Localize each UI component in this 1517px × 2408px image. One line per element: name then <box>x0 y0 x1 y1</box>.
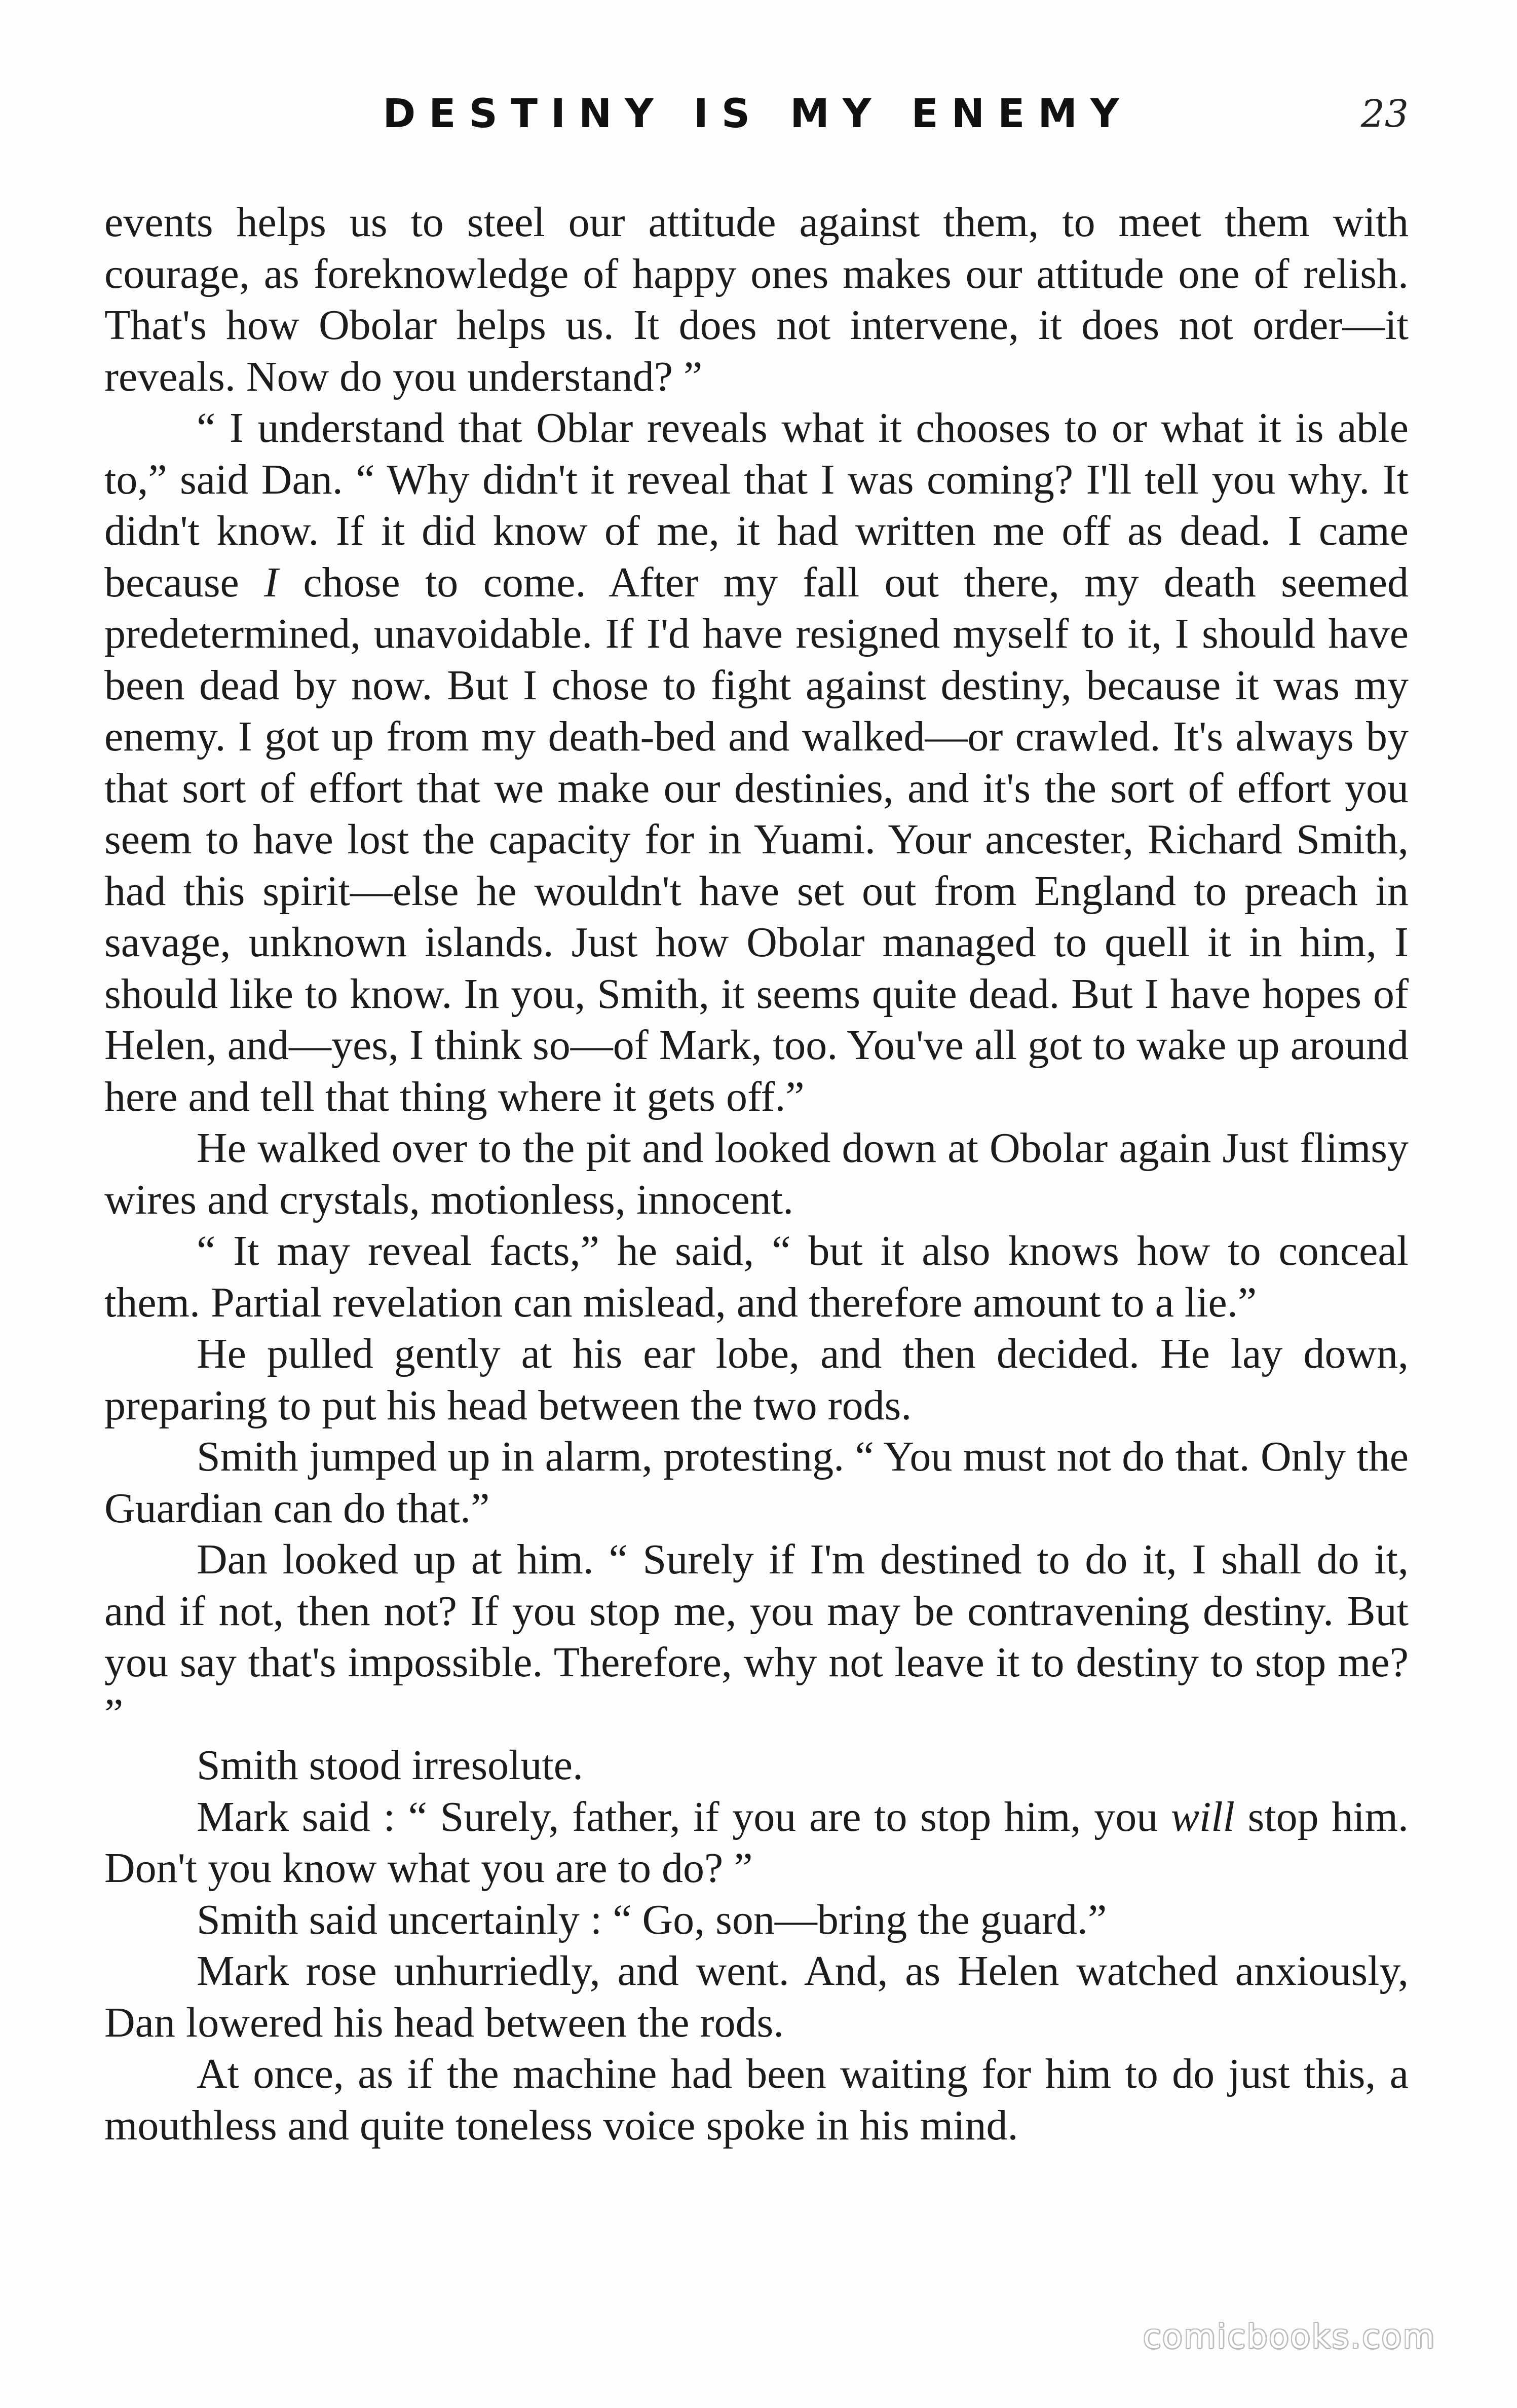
paragraph-1 <box>104 197 1409 402</box>
paragraph-text: At once, as if the machine had been waiting for him to do just this, a mouthless and quite toneless voice spoke in his mind. <box>104 2050 1409 2149</box>
paragraph-10 <box>104 1894 1409 1946</box>
paragraph-3 <box>104 1122 1409 1225</box>
body-text <box>104 197 1409 2151</box>
paragraph-5 <box>104 1328 1409 1431</box>
paragraph-7 <box>104 1534 1409 1740</box>
paragraph-9 <box>104 1791 1409 1894</box>
paragraph-text: Smith said uncertainly : “ Go, son—bring the guard.” <box>197 1896 1107 1943</box>
paragraph-text: chose to come. After my fall out there, my death seemed predetermined, unavoidable. If I'd have resigned myself to it, I should have been dead by now. But I chose to fight against destiny, because it was my enemy. I got up from my death-bed and walked—or crawled. It's always by that sort of effort that we make our destinies, and it's the sort of effort you seem to have lost the capacity for in Yuami. Your ancester, Richard Smith, had this spirit—else he wouldn't have set out from England to preach in savage, unknown islands. Just how Obolar managed to quell it in him, I should like to know. In you, Smith, it seems quite dead. But I have hopes of Helen, and—yes, I think so—of Mark, too. You've all got to wake up around here and tell that thing where it gets off.” <box>104 558 1409 1120</box>
paragraph-12 <box>104 2048 1409 2151</box>
paragraph-11 <box>104 1945 1409 2048</box>
paragraph-6 <box>104 1431 1409 1534</box>
italic-emphasis: will <box>1170 1793 1235 1840</box>
paragraph-text: Dan looked up at him. “ Surely if I'm destined to do it, I shall do it, and if not, then not? If you stop me, you may be contravening destiny. But you say that's impossible. Therefore, why not leave it to destiny to stop me? ” <box>104 1536 1409 1738</box>
paragraph-text: He pulled gently at his ear lobe, and then decided. He lay down, preparing to put his head between the two rods. <box>104 1330 1409 1429</box>
watermark-text: comicbooks.com <box>1143 2318 1436 2356</box>
paragraph-4 <box>104 1225 1409 1328</box>
paragraph-text: Mark said : “ Surely, father, if you are to stop him, you <box>197 1793 1171 1840</box>
running-head <box>101 86 1414 142</box>
running-title: DESTINY IS MY ENEMY <box>383 91 1132 137</box>
paragraph-2 <box>104 402 1409 1122</box>
paragraph-text: He walked over to the pit and looked down at Obolar again Just flimsy wires and crystals, motionless, innocent. <box>104 1124 1409 1223</box>
paragraph-text: Smith stood irresolute. <box>197 1742 583 1789</box>
paragraph-text: Smith jumped up in alarm, protesting. “ You must not do that. Only the Guardian can do that.” <box>104 1433 1409 1532</box>
paragraph-8 <box>104 1740 1409 1791</box>
paragraph-text: “ I understand that Oblar reveals what it chooses to or what it is able to,” said Dan. “ Why didn't it reveal that I was coming? I'll tell you why. It didn't know. If it did know of me, it had written me off as dead. I came because <box>104 404 1409 606</box>
paragraph-text: events helps us to steel our attitude against them, to meet them with courage, as foreknowledge of happy ones makes our attitude one of relish. That's how Obolar helps us. It does not intervene, it does not order—it reveals. Now do you understand? ” <box>104 199 1409 400</box>
paragraph-text: stop him. Don't you know what you are to do? ” <box>104 1793 1409 1892</box>
paragraph-text: Mark rose unhurriedly, and went. And, as Helen watched anxiously, Dan lowered his head between the rods. <box>104 1947 1409 2046</box>
page-number: 23 <box>1360 92 1409 136</box>
paragraph-text: “ It may reveal facts,” he said, “ but it also knows how to conceal them. Partial revelation can mislead, and therefore amount to a lie.” <box>104 1227 1409 1326</box>
italic-emphasis: I <box>264 558 279 606</box>
